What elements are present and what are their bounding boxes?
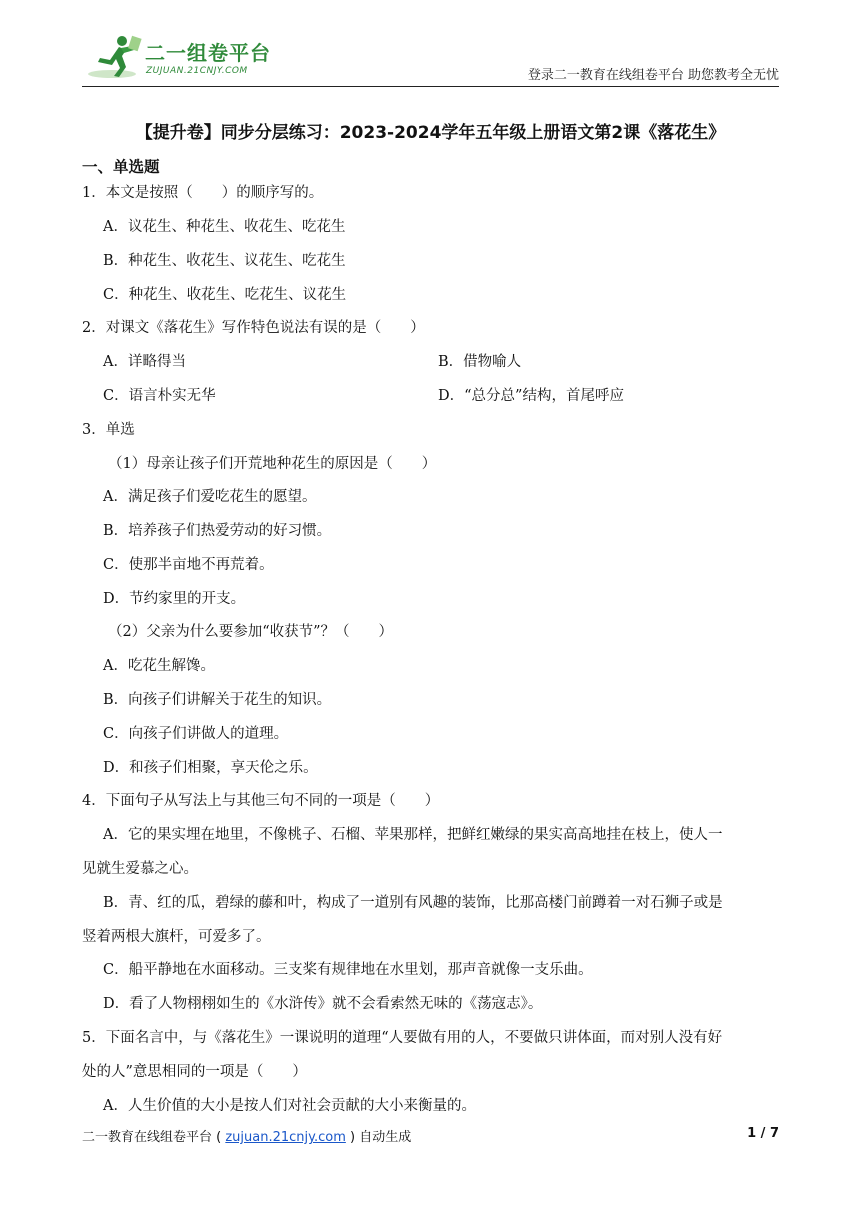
question-3-sub-2: （2）父亲为什么要参加“收获节”？（ ） xyxy=(108,624,394,640)
footer-link[interactable]: zujuan.21cnjy.com xyxy=(225,1130,346,1145)
question-1-stem: 1．本文是按照（ ）的顺序写的。 xyxy=(82,185,324,201)
question-3-sub-1-option-d: D．节约家里的开支。 xyxy=(103,591,246,607)
question-2-option-a: A．详略得当 xyxy=(103,354,186,370)
question-2-option-c: C．语言朴实无华 xyxy=(103,388,216,404)
footer-source xyxy=(82,1126,411,1145)
question-5-stem: 5．下面名言中，与《落花生》一课说明的道理“人要做有用的人，不要做只讲体面，而对别人没有好 xyxy=(82,1030,723,1046)
question-4-stem: 4．下面句子从写法上与其他三句不同的一项是（ ） xyxy=(82,793,440,809)
logo-title: 二一组卷平台 xyxy=(145,41,271,65)
logo[interactable] xyxy=(82,32,282,82)
question-3-sub-1-option-b: B．培养孩子们热爱劳动的好习惯。 xyxy=(103,523,332,539)
question-1-option-a: A．议花生、种花生、收花生、吃花生 xyxy=(103,219,346,235)
question-3-sub-2-option-c: C．向孩子们讲做人的道理。 xyxy=(103,726,289,742)
question-4-option-a-cont: 见就生爱慕之心。 xyxy=(82,861,198,877)
footer-suffix: ) 自动生成 xyxy=(345,1130,412,1145)
question-3-sub-2-option-b: B．向孩子们讲解关于花生的知识。 xyxy=(103,692,332,708)
question-5-stem-cont: 处的人”意思相同的一项是（ ） xyxy=(82,1064,307,1080)
question-3-sub-1-option-a: A．满足孩子们爱吃花生的愿望。 xyxy=(103,489,317,505)
question-4-option-b-cont: 竖着两根大旗杆，可爱多了。 xyxy=(82,929,271,945)
page-header xyxy=(82,30,779,87)
question-3-sub-2-option-d: D．和孩子们相聚，享天伦之乐。 xyxy=(103,760,318,776)
question-3-sub-1-option-c: C．使那半亩地不再荒着。 xyxy=(103,557,274,573)
runner-logo-icon xyxy=(86,34,142,80)
question-3-stem: 3．单选 xyxy=(82,422,135,438)
question-4-option-c: C．船平静地在水面移动。三支桨有规律地在水里划，那声音就像一支乐曲。 xyxy=(103,962,593,978)
question-3-sub-1: （1）母亲让孩子们开荒地种花生的原因是（ ） xyxy=(108,456,437,472)
logo-url: ZUJUAN.21CNJY.COM xyxy=(146,66,248,76)
header-slogan: 登录二一教育在线组卷平台 助您教考全无忧 xyxy=(527,68,779,83)
question-4-option-b: B．青、红的瓜，碧绿的藤和叶，构成了一道别有风趣的装饰，比那高楼门前蹲着一对石狮子或是 xyxy=(103,895,723,911)
question-5-option-a: A．人生价值的大小是按人们对社会贡献的大小来衡量的。 xyxy=(103,1098,476,1114)
section-heading: 一、单选题 xyxy=(82,158,160,176)
question-1-option-b: B．种花生、收花生、议花生、吃花生 xyxy=(103,253,346,269)
page-title: 【提升卷】同步分层练习：2023-2024学年五年级上册语文第2课《落花生》 xyxy=(135,123,726,143)
question-4-option-a: A．它的果实埋在地里，不像桃子、石榴、苹果那样，把鲜红嫩绿的果实高高地挂在枝上，使人一 xyxy=(103,827,723,843)
question-2-stem: 2．对课文《落花生》写作特色说法有误的是（ ） xyxy=(82,320,425,336)
question-2-option-d: D．“总分总”结构，首尾呼应 xyxy=(438,388,624,404)
question-2-option-b: B．借物喻人 xyxy=(438,354,522,370)
question-3-sub-2-option-a: A．吃花生解馋。 xyxy=(103,658,215,674)
footer-prefix: 二一教育在线组卷平台 ( xyxy=(82,1130,226,1145)
page-number: 1 / 7 xyxy=(747,1126,779,1141)
question-1-option-c: C．种花生、收花生、吃花生、议花生 xyxy=(103,287,347,303)
question-4-option-d: D．看了人物栩栩如生的《水浒传》就不会看索然无味的《荡寇志》。 xyxy=(103,996,543,1012)
